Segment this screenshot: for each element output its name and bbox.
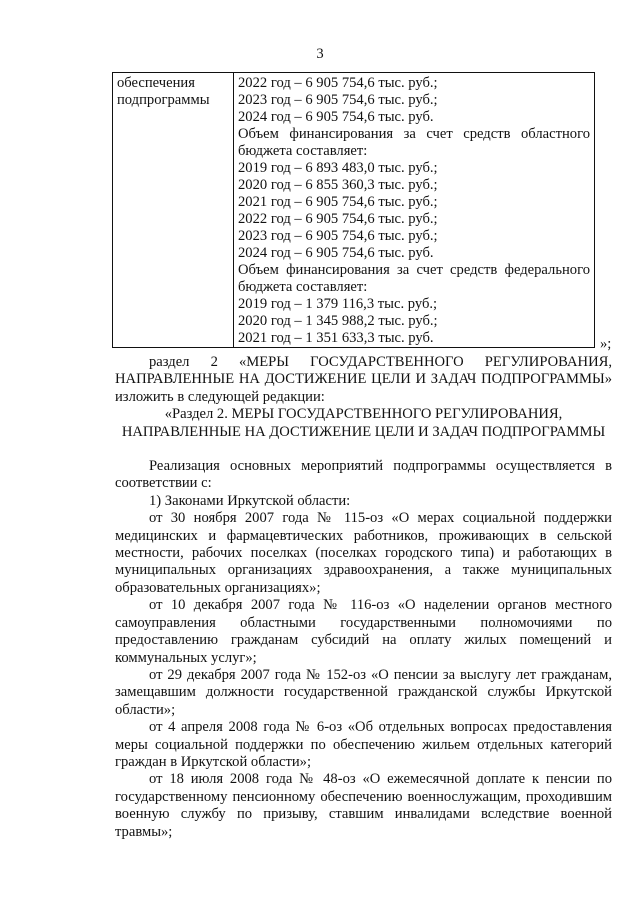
section-heading: НАПРАВЛЕННЫЕ НА ДОСТИЖЕНИЕ ЦЕЛИ И ЗАДАЧ ПОДПРОГРАММЫ <box>121 423 606 440</box>
page-number: 3 <box>316 46 324 62</box>
funding-table <box>112 72 595 348</box>
funding-line: 2020 год – 6 855 360,3 тыс. руб.; <box>238 177 438 193</box>
paragraph: от 4 апреля 2008 года № 6-оз «Об отдельных вопросах предоставления меры социальной поддержки по обеспечению жильем отдельных категорий граждан в Иркутской области»; <box>115 719 612 770</box>
paragraph: от 18 июля 2008 года № 48-оз «О ежемесячной доплате к пенсии по государственному пенсионному обеспечению военнослужащим, проходившим военную службу по призыву, ставшим инвалидами вследствие военной травмы»; <box>115 771 612 840</box>
funding-line: 2024 год – 6 905 754,6 тыс. руб. <box>238 109 434 125</box>
funding-line: 2021 год – 1 351 633,3 тыс. руб. <box>238 330 434 346</box>
funding-line: 2022 год – 6 905 754,6 тыс. руб.; <box>238 211 438 227</box>
document-body <box>115 354 612 841</box>
funding-line: 2023 год – 6 905 754,6 тыс. руб.; <box>238 92 438 108</box>
funding-line: 2024 год – 6 905 754,6 тыс. руб. <box>238 245 434 261</box>
table-right-cell <box>234 73 595 348</box>
section-line: изложить в следующей редакции: <box>115 388 325 405</box>
funding-line: бюджета составляет: <box>238 143 368 159</box>
paragraph: от 10 декабря 2007 года № 116-оз «О наделении органов местного самоуправления областными государственными полномочиями по предоставлению гражданам субсидий на оплату жилых помещений и коммунальных услуг»; <box>115 597 612 666</box>
table-row <box>113 73 595 348</box>
spacer <box>115 441 612 458</box>
paragraph: 1) Законами Иркутской области: <box>149 492 351 509</box>
funding-line: 2022 год – 6 905 754,6 тыс. руб.; <box>238 75 438 91</box>
section-heading: «Раздел 2. МЕРЫ ГОСУДАРСТВЕННОГО РЕГУЛИРОВАНИЯ, <box>164 406 563 423</box>
left-cell-line: обеспечения <box>117 75 195 91</box>
section-line: НАПРАВЛЕННЫЕ НА ДОСТИЖЕНИЕ ЦЕЛИ И ЗАДАЧ ПОДПРОГРАММЫ» <box>115 371 612 388</box>
funding-line: бюджета составляет: <box>238 279 368 295</box>
funding-line: Объем финансирования за счет средств областного <box>238 126 590 142</box>
funding-line: 2019 год – 1 379 116,3 тыс. руб.; <box>238 296 438 312</box>
table-closing-mark: »; <box>600 336 612 352</box>
funding-line: 2023 год – 6 905 754,6 тыс. руб.; <box>238 228 438 244</box>
paragraph: Реализация основных мероприятий подпрограммы осуществляется в соответствии с: <box>115 458 612 492</box>
funding-line: Объем финансирования за счет средств федерального <box>238 262 590 278</box>
paragraph: от 29 декабря 2007 года № 152-оз «О пенсии за выслугу лет гражданам, замещавшим должности государственной гражданской службы Иркутской области»; <box>115 666 612 718</box>
funding-line: 2020 год – 1 345 988,2 тыс. руб.; <box>238 313 438 329</box>
funding-line: 2021 год – 6 905 754,6 тыс. руб.; <box>238 194 438 210</box>
section-line: раздел 2 «МЕРЫ ГОСУДАРСТВЕННОГО РЕГУЛИРОВАНИЯ, <box>149 354 612 370</box>
table-left-cell <box>113 73 234 348</box>
paragraph: от 30 ноября 2007 года № 115-оз «О мерах социальной поддержки медицинских и фармацевтических работников, проживающих в сельской местности, рабочих поселках (поселках городского типа) и работающих в муниципальных организациях здравоохранения, а также муниципальных образовательных организациях»; <box>115 510 612 596</box>
funding-line: 2019 год – 6 893 483,0 тыс. руб.; <box>238 160 438 176</box>
left-cell-line: подпрограммы <box>117 92 210 108</box>
